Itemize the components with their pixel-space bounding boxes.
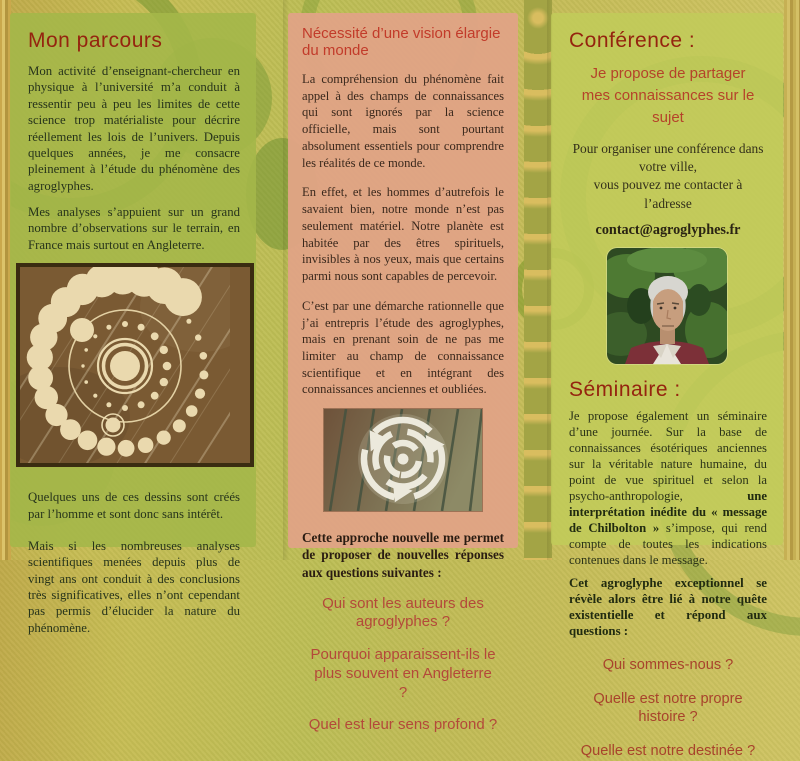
- conference-intro-line1: Je propose de partager: [590, 65, 746, 82]
- fold-shadow: [547, 0, 553, 560]
- section-title-seminaire: Séminaire :: [569, 377, 681, 401]
- question-qui-sommes-nous: Qui sommes-nous ?: [602, 656, 734, 673]
- email-address: contact@agroglyphes.fr: [595, 221, 741, 238]
- conference-intro: [569, 63, 767, 128]
- question-sens: Quel est leur sens profond ?: [308, 716, 498, 734]
- section-title-vision: Nécessité d’une vision élargie du monde: [302, 25, 501, 59]
- section-title-mon-parcours: Mon parcours: [28, 29, 163, 52]
- paragraph: Mes analyses s’appuient sur un grand nombre d’observations sur le terrain, en France mais surtout en Angleterre.: [28, 205, 240, 252]
- paragraph: C’est par une démarche rationnelle que j’ai entrepris l’étude des agroglyphes, mais en prenant soin de ne pas me limiter au champ de connaissance scientifique et en intégrant des connaissances anciennes et oubliées.: [302, 298, 504, 397]
- crop-circle-triskelion-photo: [323, 408, 483, 512]
- question-destinee: Quelle est notre destinée ?: [580, 743, 756, 760]
- panel-conference-seminaire: [551, 13, 783, 760]
- question-histoire: Quelle est notre propre histoire ?: [593, 690, 743, 726]
- paragraph: La compréhension du phénomène fait appel à des champs de connaissances qui sont ignorés par la science officielle, mais sont pourtant absolument essentiels pour comprendre les réalités de ce monde.: [302, 72, 504, 170]
- seminar-paragraph-bold: Cet agroglyphe exceptionnel se révèle alors être lié à notre quête existentielle et répond aux questions :: [569, 575, 767, 639]
- seminar-paragraph: [569, 408, 767, 568]
- contact-text-line2: vous pouvez me contacter à l’adresse: [593, 177, 743, 211]
- crop-circle-spiral-photo: [16, 263, 254, 467]
- paragraph: Mon activité d’enseignant-chercheur en physique à l’université m’a conduit à ressentir peu à peu les limites de cette science trop matérialiste pour décrire réellement les lois de l’univers. Depuis quelques années, je me consacre pleinement à l’étude du phénomène des agroglyphes.: [28, 64, 240, 193]
- author-portrait-photo: [607, 248, 727, 364]
- paragraph: Mais si les nombreuses analyses scientifiques menées depuis plus de vingt ans ont conduit à des conclusions très significatives, elles n’ont cependant pas permis d’élucider la nature du phénomène.: [28, 538, 240, 635]
- seminar-text-bold: une interprétation inédite du « message de Chilbolton »: [569, 488, 767, 535]
- panel-vision-elargie: [288, 13, 518, 734]
- conference-intro-line2: mes connaissances sur le sujet: [581, 86, 755, 126]
- section-title-conference: Conférence :: [569, 29, 696, 52]
- paragraph: En effet, et les hommes d’autrefois le savaient bien, notre monde n’est pas seulement matériel. Notre planète est habitée par des êtres spirituels, invisibles à nos yeux, mais que certains parmi nous sont capables de percevoir.: [302, 185, 504, 284]
- gold-border-strip: [784, 0, 800, 560]
- question-auteurs: Qui sont les auteurs des agroglyphes ?: [322, 594, 484, 631]
- seminar-text-normal: s’impose, qui rend compte de toutes les indications contenues dans le message.: [569, 520, 767, 567]
- seminar-text-normal: Je propose également un séminaire d’une journée. Sur la base de connaissances ésotériques anciennes sur la véritable nature humaine, du point de vue spirituel et selon la psycho-anthropologie,: [569, 408, 767, 503]
- paragraph: Quelques uns de ces dessins sont créés par l’homme et sont donc sans intérêt.: [28, 490, 240, 521]
- question-angleterre: Pourquoi apparaissent-ils le plus souvent en Angleterre ?: [310, 646, 496, 701]
- fold-shadow: [283, 0, 289, 560]
- questions-intro: Cette approche nouvelle me permet de proposer de nouvelles réponses aux questions suivantes :: [302, 530, 504, 580]
- contact-text-line1: Pour organiser une conférence dans votre ville,: [572, 141, 764, 175]
- panel-mon-parcours: [10, 13, 256, 635]
